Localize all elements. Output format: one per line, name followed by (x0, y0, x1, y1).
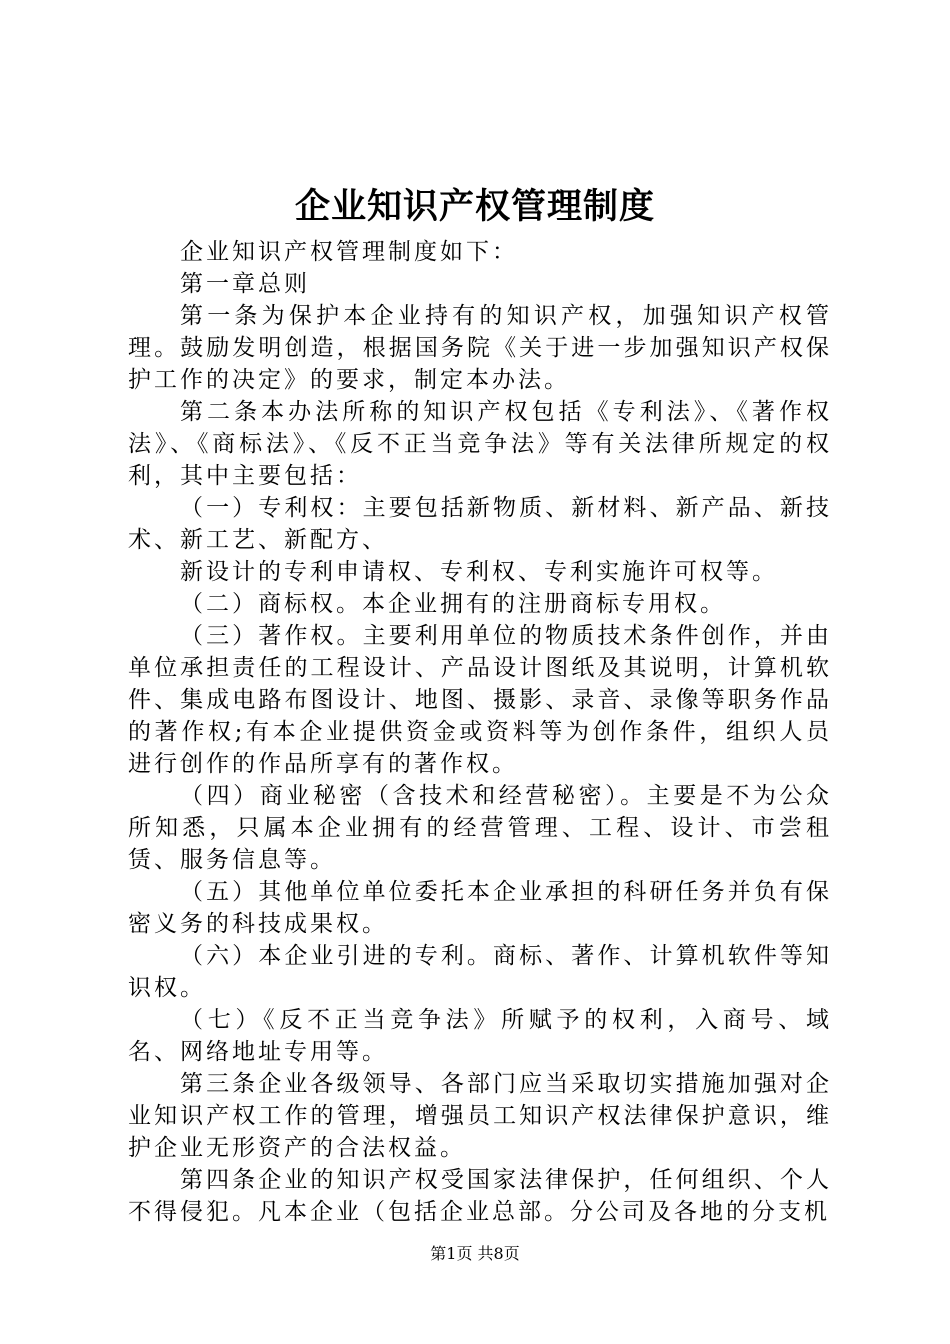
paragraph-item-1: （一）专利权：主要包括新物质、新材料、新产品、新技术、新工艺、新配方、 (128, 495, 832, 553)
paragraph-article-2: 第二条本办法所称的知识产权包括《专利法》、《著作权法》、《商标法》、《反不正当竞争法》等有关法律所规定的权利，其中主要包括： (128, 399, 832, 489)
paragraph-article-1: 第一条为保护本企业持有的知识产权，加强知识产权管理。鼓励发明创造，根据国务院《关于进一步加强知识产权保护工作的决定》的要求，制定本办法。 (128, 303, 832, 393)
paragraph-item-5: （五）其他单位单位委托本企业承担的科研任务并负有保密义务的科技成果权。 (128, 879, 832, 937)
document-body (128, 236, 832, 1228)
paragraph-item-1-continued: 新设计的专利申请权、专利权、专利实施许可权等。 (180, 559, 778, 585)
paragraph-item-3: （三）著作权。主要利用单位的物质技术条件创作，并由单位承担责任的工程设计、产品设计图纸及其说明，计算机软件、集成电路布图设计、地图、摄影、录音、录像等职务作品的著作权;有本企业提供资金或资料等为创作条件，组织人员进行创作的作品所享有的著作权。 (128, 623, 832, 777)
paragraph-item-7: （七）《反不正当竞争法》所赋予的权利，入商号、域名、网络地址专用等。 (128, 1007, 832, 1065)
paragraph-item-2: （二）商标权。本企业拥有的注册商标专用权。 (180, 591, 726, 617)
paragraph-item-4: （四）商业秘密（含技术和经营秘密）。主要是不为公众所知悉，只属本企业拥有的经营管理、工程、设计、市尝租赁、服务信息等。 (128, 783, 832, 873)
paragraph-article-4: 第四条企业的知识产权受国家法律保护，任何组织、个人不得侵犯。凡本企业（包括企业总部。分公司及各地的分支机 (128, 1167, 832, 1225)
paragraph-chapter-heading: 第一章总则 (180, 271, 310, 297)
paragraph-item-6: （六）本企业引进的专利。商标、著作、计算机软件等知识权。 (128, 943, 832, 1001)
paragraph-intro: 企业知识产权管理制度如下： (180, 239, 518, 265)
paragraph-article-3: 第三条企业各级领导、各部门应当采取切实措施加强对企业知识产权工作的管理，增强员工知识产权法律保护意识，维护企业无形资产的合法权益。 (128, 1071, 832, 1161)
document-title: 企业知识产权管理制度 (294, 186, 655, 227)
page-number-footer: 第1页 共8页 (430, 1244, 520, 1263)
